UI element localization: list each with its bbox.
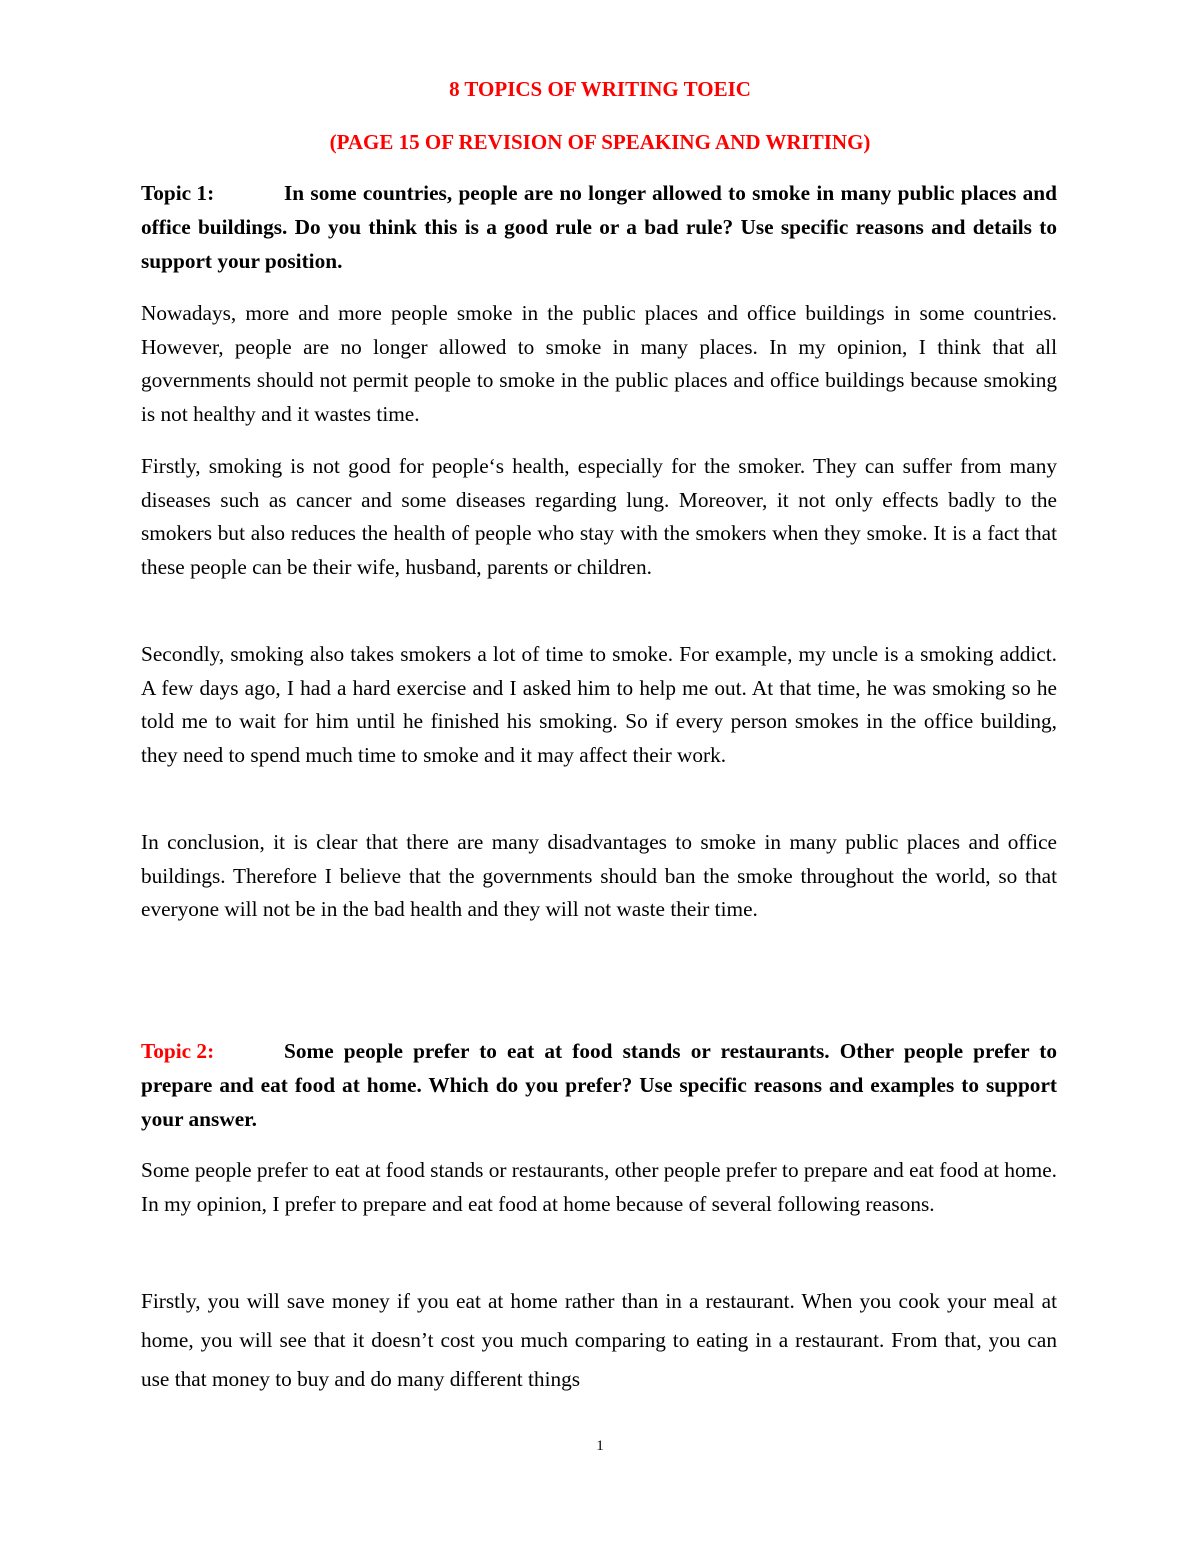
topic-1-question: In some countries, people are no longer allowed to smoke in many public places and office buildings. Do you think this is a good rule or a bad rule? Use specific reasons and details to support your position.	[141, 181, 1057, 273]
topic-2-question: Some people prefer to eat at food stands or restaurants. Other people prefer to prepare and eat food at home. Which do you prefer? Use specific reasons and examples to support your answer.	[141, 1039, 1057, 1131]
document-subtitle: (PAGE 15 OF REVISION OF SPEAKING AND WRITING)	[329, 130, 871, 154]
topic-1-paragraph-1: Nowadays, more and more people smoke in the public places and office buildings in some countries. However, people are no longer allowed to smoke in many places. In my opinion, I think that all governments should not permit people to smoke in the public places and office buildings because smoking is not healthy and it wastes time.	[141, 301, 1057, 426]
topic-2-heading	[141, 1034, 1057, 1136]
document-title: 8 TOPICS OF WRITING TOEIC	[449, 77, 751, 101]
page-number: 1	[596, 1438, 604, 1454]
topic-2-paragraph-1: Some people prefer to eat at food stands or restaurants, other people prefer to prepare and eat food at home. In my opinion, I prefer to prepare and eat food at home because of several following reasons.	[141, 1158, 1057, 1216]
topic-1-paragraph-2: Firstly, smoking is not good for people‘s health, especially for the smoker. They can suffer from many diseases such as cancer and some diseases regarding lung. Moreover, it not only effects badly to the smokers but also reduces the health of people who stay with the smokers when they smoke. It is a fact that these people can be their wife, husband, parents or children.	[141, 454, 1057, 579]
topic-2-label: Topic 2:	[141, 1039, 215, 1063]
topic-1-heading	[141, 176, 1057, 278]
topic-1-paragraph-3: Secondly, smoking also takes smokers a lot of time to smoke. For example, my uncle is a smoking addict. A few days ago, I had a hard exercise and I asked him to help me out. At that time, he was smoking so he told me to wait for him until he finished his smoking. So if every person smokes in the office building, they need to spend much time to smoke and it may affect their work.	[141, 642, 1057, 767]
topic-1-paragraph-4: In conclusion, it is clear that there are many disadvantages to smoke in many public places and office buildings. Therefore I believe that the governments should ban the smoke throughout the world, so that everyone will not be in the bad health and they will not waste their time.	[141, 830, 1057, 922]
topic-2-paragraph-2: Firstly, you will save money if you eat at home rather than in a restaurant. When you cook your meal at home, you will see that it doesn’t cost you much comparing to eating in a restaurant. From that, you can use that money to buy and do many different things	[141, 1289, 1057, 1391]
topic-1-label: Topic 1:	[141, 181, 215, 205]
